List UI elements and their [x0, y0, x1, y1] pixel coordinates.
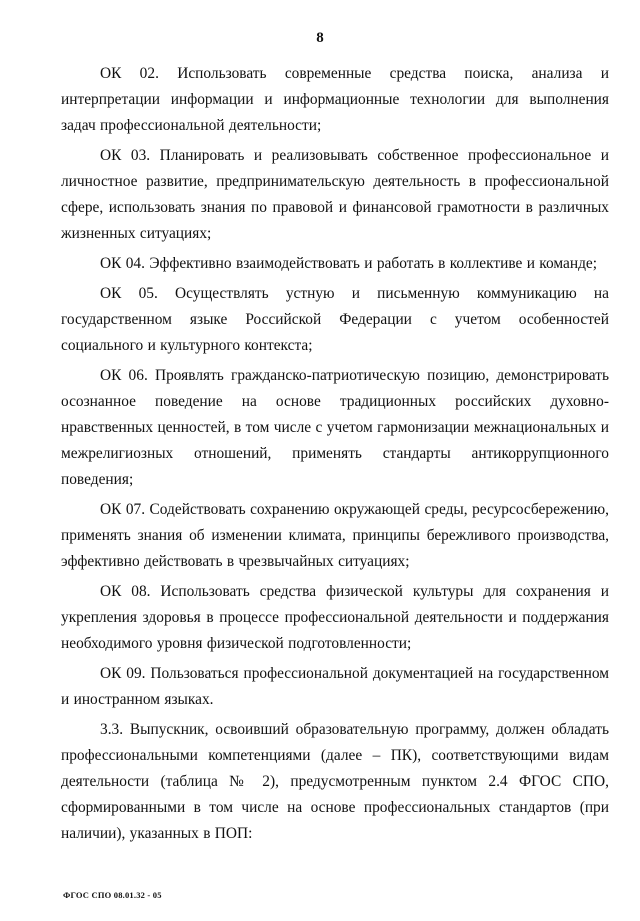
paragraph-ok-06: ОК 06. Проявлять гражданско-патриотическую позицию, демонстрировать осознанное поведение на основе традиционных российских духовно-нравственных ценностей, в том числе с учетом гармонизации межнациональных и межрелигиозных отношений, применять стандарты антикоррупционного поведения; [61, 367, 609, 488]
paragraph-ok-08: ОК 08. Использовать средства физической культуры для сохранения и укрепления здоровья в процессе профессиональной деятельности и поддержания необходимого уровня физической подготовленности; [61, 583, 609, 652]
page-body [61, 61, 609, 851]
paragraph-3-3: 3.3. Выпускник, освоивший образовательную программу, должен обладать профессиональными компетенциями (далее – ПК), соответствующими видам деятельности (таблица № 2), предусмотренным пунктом 2.4 ФГОС СПО, сформированными в том числе на основе профессиональных стандартов (при наличии), указанных в ПОП: [61, 721, 609, 842]
page-number: 8 [316, 30, 324, 46]
paragraph-ok-04: ОК 04. Эффективно взаимодействовать и работать в коллективе и команде; [100, 255, 598, 272]
paragraph-ok-02: ОК 02. Использовать современные средства поиска, анализа и интерпретации информации и информационные технологии для выполнения задач профессиональной деятельности; [61, 65, 609, 134]
paragraph-ok-05: ОК 05. Осуществлять устную и письменную коммуникацию на государственном языке Российской Федерации с учетом особенностей социального и культурного контекста; [61, 285, 609, 354]
paragraph-ok-03: ОК 03. Планировать и реализовывать собственное профессиональное и личностное развитие, предпринимательскую деятельность в профессиональной сфере, использовать знания по правовой и финансовой грамотности в различных жизненных ситуациях; [61, 147, 609, 242]
footer-document-code: ФГОС СПО 08.01.32 - 05 [63, 890, 162, 900]
paragraph-ok-07: ОК 07. Содействовать сохранению окружающей среды, ресурсосбережению, применять знания об изменении климата, принципы бережливого производства, эффективно действовать в чрезвычайных ситуациях; [61, 501, 609, 570]
paragraph-ok-09: ОК 09. Пользоваться профессиональной документацией на государственном и иностранном языках. [61, 665, 609, 708]
